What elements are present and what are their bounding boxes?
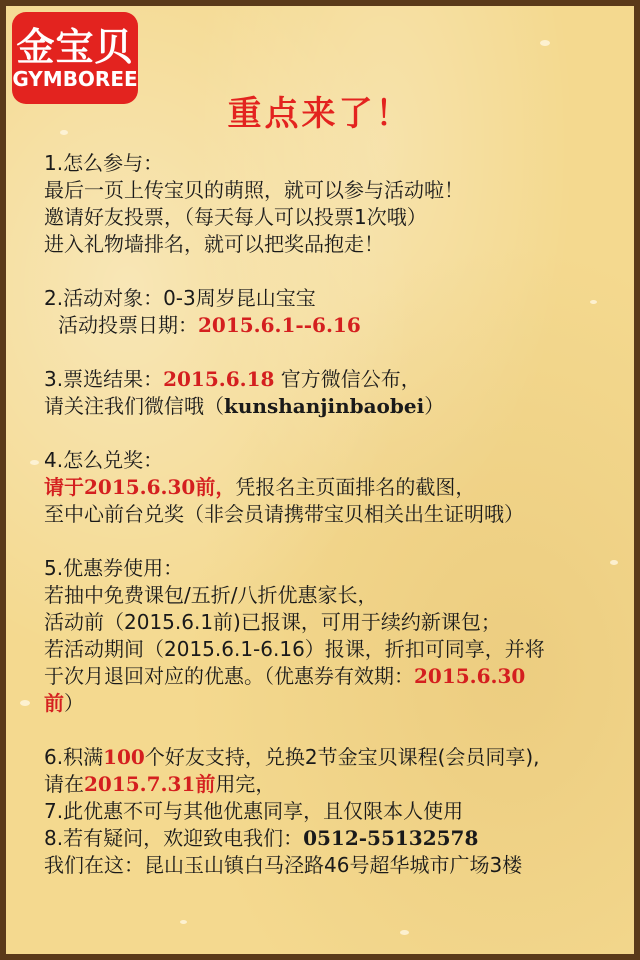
s4-heading: 4.怎么兑奖： — [44, 448, 164, 472]
s3-post: 官方微信公布， — [274, 367, 421, 391]
s6-post: 个好友支持，兑换2节金宝贝课程(会员同享), — [144, 745, 540, 769]
s5-heading: 5.优惠券使用： — [44, 556, 184, 580]
logo-en-text: GYMBOREE — [12, 67, 138, 91]
s5-validity-before: 前 — [44, 691, 64, 715]
s2-line2 — [44, 312, 624, 339]
s5-validity-close: ） — [64, 691, 84, 715]
s2-vote-label: 活动投票日期： — [58, 313, 198, 337]
s7-line: 7.此优惠不可与其他优惠同享，且仅限本人使用 — [44, 799, 464, 823]
content-body — [44, 150, 624, 879]
s4-post: 凭报名主页面排名的截图， — [235, 475, 476, 499]
s2-vote-date: 2015.6.1--6.16 — [198, 313, 361, 337]
s3-line2 — [44, 393, 624, 420]
s6-friend-count: 100 — [103, 745, 145, 769]
s8-line — [44, 825, 624, 852]
s5-line4 — [44, 663, 624, 690]
s5-line2: 活动前（2015.6.1前)已报课，可用于续约新课包； — [44, 610, 501, 634]
s3-line1 — [44, 366, 624, 393]
address-line: 我们在这：昆山玉山镇白马泾路46号超华城市广场3楼 — [44, 853, 523, 877]
s2-line1: 2.活动对象：0-3周岁昆山宝宝 — [44, 286, 316, 310]
s5-line3: 若活动期间（2015.6.1-6.16）报课，折扣可同享，并将 — [44, 637, 545, 661]
s6-pre: 6.积满 — [44, 745, 104, 769]
s6-line1 — [44, 744, 624, 771]
s5-line5 — [44, 690, 624, 717]
s4-date: 2015.6.30前， — [84, 475, 236, 499]
s8-phone: 0512-55132578 — [303, 826, 479, 850]
s8-contact-label: 8.若有疑问，欢迎致电我们： — [44, 826, 304, 850]
s3-follow-close: ） — [424, 394, 445, 418]
s4-line1 — [44, 474, 624, 501]
s1-line1: 最后一页上传宝贝的萌照，就可以参与活动啦！ — [44, 178, 464, 202]
s1-line3: 进入礼物墙排名，就可以把奖品抱走！ — [44, 232, 384, 256]
s3-label: 3.票选结果： — [44, 367, 164, 391]
s6-deadline-pre: 请在 — [44, 772, 84, 796]
s6-deadline-date: 2015.7.31前 — [84, 772, 216, 796]
logo-cn-text: 金宝贝 — [16, 25, 134, 69]
s6-line2 — [44, 771, 624, 798]
s5-validity-date: 2015.6.30 — [414, 664, 526, 688]
s4-line2: 至中心前台兑奖（非会员请携带宝贝相关出生证明哦） — [44, 502, 524, 526]
s5-validity-label: 于次月退回对应的优惠。（优惠券有效期： — [44, 664, 414, 688]
s6-deadline-post: 用完， — [215, 772, 276, 796]
s4-pre: 请于 — [44, 475, 84, 499]
s3-wechat-id: kunshanjinbaobei — [224, 394, 425, 418]
s1-line2: 邀请好友投票，（每天每人可以投票1次哦） — [44, 205, 427, 229]
s3-follow-label: 请关注我们微信哦（ — [44, 394, 224, 418]
s1-heading: 1.怎么参与： — [44, 151, 164, 175]
s5-line1: 若抽中免费课包/五折/八折优惠家长， — [44, 583, 378, 607]
s3-date: 2015.6.18 — [163, 367, 275, 391]
page-title: 重点来了！ — [227, 94, 413, 134]
